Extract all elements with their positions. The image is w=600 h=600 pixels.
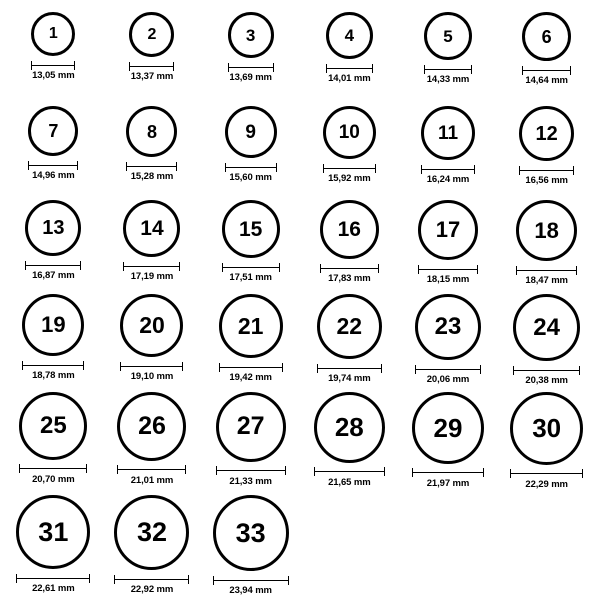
diameter-caliper-icon [323, 164, 376, 172]
ring-circle [222, 200, 280, 258]
diameter-caliper-icon [516, 266, 577, 274]
ring-size-cell[interactable] [497, 288, 596, 386]
ring-circle [228, 12, 274, 58]
ring-diameter-value: 13,37 mm [130, 71, 174, 82]
ring-diameter-value: 23,94 mm [229, 585, 272, 597]
ring-size-label: 14 [140, 217, 164, 241]
ring-size-label: 17 [435, 217, 461, 243]
diameter-caliper-icon [225, 163, 277, 171]
ring-diameter-value: 19,74 mm [328, 373, 371, 385]
diameter-caliper-icon [415, 365, 481, 373]
ring-size-cell[interactable] [300, 386, 399, 490]
ring-circle [117, 392, 186, 461]
ring-size-cell[interactable] [4, 288, 103, 386]
ring-size-label: 19 [41, 312, 66, 338]
ring-size-label: 22 [336, 313, 363, 340]
ring-diameter-value: 14,64 mm [525, 75, 568, 86]
diameter-caliper-icon [19, 465, 87, 473]
ring-circle [216, 392, 286, 462]
ring-size-label: 2 [147, 25, 157, 43]
ring-diameter-value: 21,65 mm [328, 476, 371, 488]
ring-size-cell[interactable] [201, 489, 300, 596]
diameter-caliper-icon [126, 162, 177, 170]
ring-size-cell[interactable] [201, 194, 300, 288]
ring-diameter-value: 22,92 mm [130, 584, 174, 596]
ring-diameter-value: 18,47 mm [525, 275, 568, 287]
diameter-caliper-icon [222, 263, 280, 271]
diameter-caliper-icon [120, 362, 183, 370]
ring-circle [22, 294, 84, 356]
ring-circle [225, 106, 277, 158]
ring-size-label: 16 [337, 218, 361, 242]
ring-diameter-value: 21,97 mm [426, 477, 470, 489]
ring-size-cell[interactable] [399, 100, 498, 194]
ring-diameter-value: 14,96 mm [32, 170, 75, 182]
ring-size-cell[interactable] [399, 386, 498, 490]
ring-size-label: 12 [535, 122, 558, 145]
ring-diameter-value: 22,29 mm [525, 478, 568, 490]
ring-diameter-value: 19,10 mm [130, 371, 174, 383]
ring-size-label: 8 [146, 121, 157, 142]
ring-size-label: 7 [48, 121, 59, 142]
ring-size-cell[interactable] [103, 386, 202, 490]
ring-diameter-value: 20,06 mm [426, 374, 470, 386]
ring-size-label: 20 [139, 312, 165, 339]
ring-circle [213, 495, 289, 571]
diameter-caliper-icon [510, 470, 583, 478]
ring-circle [314, 392, 385, 463]
ring-size-cell[interactable] [497, 100, 596, 194]
ring-size-cell[interactable] [201, 6, 300, 100]
ring-size-label: 26 [138, 411, 166, 440]
ring-circle [424, 12, 472, 60]
ring-diameter-value: 14,33 mm [426, 74, 470, 85]
ring-diameter-value: 17,51 mm [229, 272, 272, 284]
ring-size-cell[interactable] [201, 100, 300, 194]
diameter-caliper-icon [216, 467, 286, 475]
ring-size-cell[interactable] [399, 6, 498, 100]
ring-circle [412, 392, 484, 464]
ring-size-label: 30 [532, 413, 562, 444]
ring-size-cell[interactable] [497, 6, 596, 100]
diameter-caliper-icon [320, 264, 379, 272]
ring-diameter-value: 22,61 mm [32, 583, 75, 595]
ring-circle [317, 294, 382, 359]
ring-diameter-value: 15,28 mm [130, 171, 174, 183]
ring-size-cell[interactable] [103, 489, 202, 596]
ring-circle [31, 12, 75, 56]
ring-size-cell[interactable] [201, 288, 300, 386]
ring-size-label: 1 [48, 25, 58, 42]
ring-size-cell[interactable] [497, 194, 596, 288]
ring-circle [129, 12, 174, 57]
ring-diameter-value: 17,19 mm [130, 271, 174, 283]
ring-size-label: 6 [541, 26, 552, 47]
diameter-caliper-icon [28, 161, 78, 169]
ring-size-cell[interactable] [103, 194, 202, 288]
diameter-caliper-icon [522, 66, 571, 74]
ring-diameter-value: 16,87 mm [32, 270, 75, 282]
ring-size-cell[interactable] [399, 288, 498, 386]
ring-size-label: 27 [236, 412, 265, 441]
ring-size-cell[interactable] [4, 6, 103, 100]
ring-circle [326, 12, 373, 59]
ring-diameter-value: 21,33 mm [229, 475, 272, 487]
diameter-caliper-icon [31, 61, 75, 69]
ring-circle [421, 106, 475, 160]
ring-size-label: 18 [534, 217, 559, 243]
diameter-caliper-icon [129, 62, 174, 70]
ring-circle [28, 106, 78, 156]
ring-circle [126, 106, 177, 157]
ring-size-cell[interactable] [103, 288, 202, 386]
ring-size-label: 10 [338, 122, 360, 144]
ring-diameter-value: 18,15 mm [426, 274, 470, 286]
ring-diameter-value: 17,83 mm [328, 273, 371, 285]
diameter-caliper-icon [25, 261, 81, 269]
ring-size-cell[interactable] [300, 288, 399, 386]
ring-diameter-value: 21,01 mm [130, 474, 174, 486]
diameter-caliper-icon [421, 165, 475, 173]
ring-diameter-value: 18,78 mm [32, 370, 75, 382]
ring-size-label: 3 [245, 25, 256, 45]
diameter-caliper-icon [317, 364, 382, 372]
ring-circle [120, 294, 183, 357]
ring-size-cell[interactable] [103, 100, 202, 194]
ring-size-cell[interactable] [4, 386, 103, 490]
ring-size-cell[interactable] [300, 194, 399, 288]
ring-size-label: 5 [443, 26, 453, 46]
ring-diameter-value: 19,42 mm [229, 372, 272, 384]
diameter-caliper-icon [123, 262, 180, 270]
ring-size-label: 29 [433, 412, 463, 443]
ring-size-cell[interactable] [4, 489, 103, 596]
diameter-caliper-icon [114, 575, 189, 583]
ring-diameter-value: 14,01 mm [328, 73, 371, 84]
ring-size-cell[interactable] [103, 6, 202, 100]
ring-size-label: 28 [334, 412, 364, 443]
ring-circle [519, 106, 574, 161]
ring-diameter-value: 15,60 mm [229, 172, 272, 184]
ring-circle [522, 12, 571, 61]
ring-size-label: 31 [38, 516, 69, 547]
ring-circle [25, 200, 81, 256]
ring-circle [516, 200, 577, 261]
ring-diameter-value: 16,56 mm [525, 175, 568, 187]
ring-diameter-value: 20,70 mm [32, 473, 75, 485]
ring-circle [418, 200, 478, 260]
ring-diameter-value: 13,05 mm [32, 70, 75, 81]
ring-size-cell[interactable] [201, 386, 300, 490]
diameter-caliper-icon [16, 574, 90, 582]
ring-size-label: 32 [136, 517, 167, 548]
ring-size-label: 4 [344, 26, 355, 45]
diameter-caliper-icon [228, 63, 274, 71]
ring-size-cell[interactable] [399, 194, 498, 288]
ring-circle [510, 392, 583, 465]
ring-circle [320, 200, 379, 259]
ring-circle [415, 294, 481, 360]
ring-size-label: 24 [533, 313, 560, 341]
ring-size-label: 23 [434, 313, 462, 341]
ring-size-cell[interactable] [4, 194, 103, 288]
diameter-caliper-icon [418, 265, 478, 273]
ring-size-label: 15 [238, 217, 263, 241]
ring-size-label: 9 [245, 121, 256, 143]
ring-circle [16, 495, 90, 569]
ring-size-cell[interactable] [300, 6, 399, 100]
diameter-caliper-icon [314, 468, 385, 476]
ring-size-label: 25 [39, 411, 67, 439]
diameter-caliper-icon [424, 65, 472, 73]
ring-circle [219, 294, 283, 358]
ring-size-cell[interactable] [497, 386, 596, 490]
ring-size-label: 21 [237, 312, 264, 339]
ring-size-label: 13 [42, 217, 65, 240]
diameter-caliper-icon [22, 361, 84, 369]
ring-diameter-value: 13,69 mm [229, 72, 272, 83]
diameter-caliper-icon [412, 469, 484, 477]
ring-diameter-value: 20,38 mm [525, 375, 568, 387]
ring-circle [19, 392, 87, 460]
diameter-caliper-icon [519, 166, 574, 174]
ring-size-label: 33 [235, 517, 266, 548]
diameter-caliper-icon [117, 466, 186, 474]
ring-diameter-value: 16,24 mm [426, 174, 470, 186]
ring-circle [323, 106, 376, 159]
ring-size-label: 11 [437, 122, 459, 144]
diameter-caliper-icon [326, 64, 373, 72]
ring-circle [123, 200, 180, 257]
ring-circle [114, 495, 189, 570]
diameter-caliper-icon [219, 363, 283, 371]
diameter-caliper-icon [213, 576, 289, 584]
ring-circle [513, 294, 580, 361]
ring-size-cell[interactable] [300, 100, 399, 194]
ring-size-cell[interactable] [4, 100, 103, 194]
ring-diameter-value: 15,92 mm [328, 173, 371, 185]
diameter-caliper-icon [513, 366, 580, 374]
